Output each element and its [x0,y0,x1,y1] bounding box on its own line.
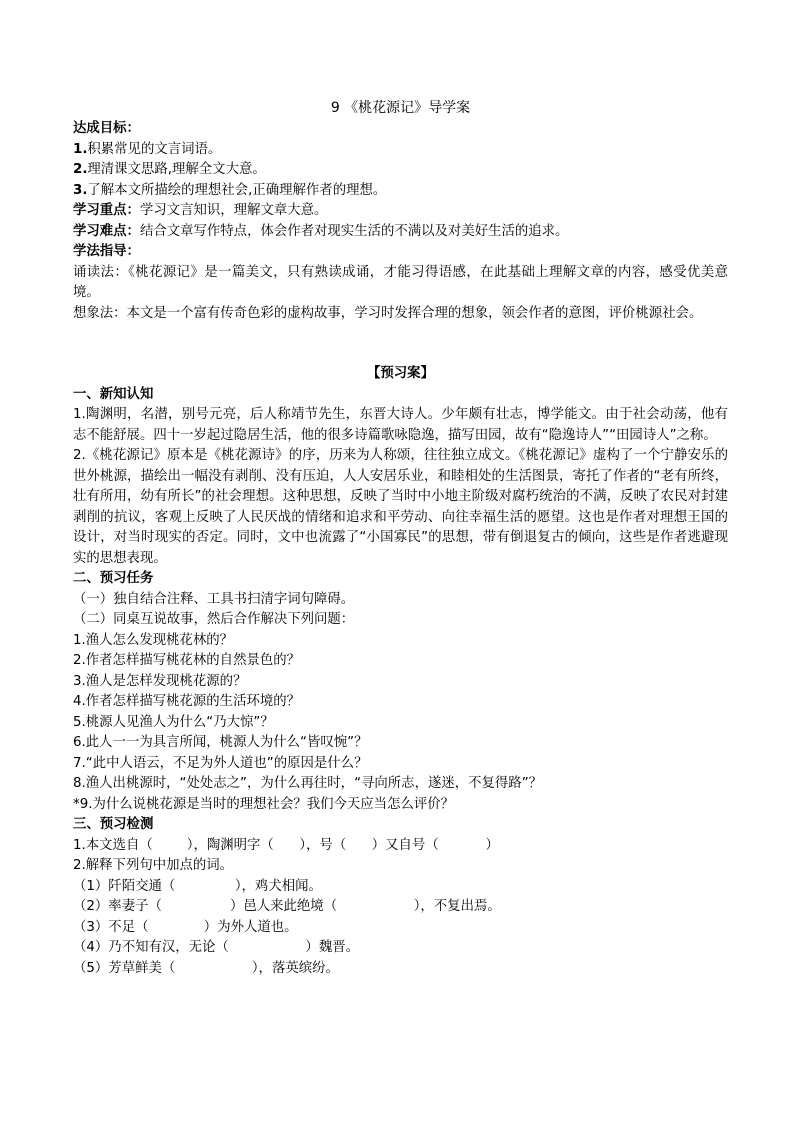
goals-label: 达成目标： [73,121,140,136]
question-item: 7.“此中人语云，不足为外人道也”的原因是什么？ [73,755,368,771]
task-2: （二）同桌互说故事，然后合作解决下列问题： [73,612,355,627]
difficulty-text: 结合文章写作特点，体会作者对现实生活的不满以及对美好生活的追求。 [139,223,569,239]
task-1: （一）独自结合注释、工具书扫清字词句障碍。 [73,591,355,607]
difficulty-label: 学习难点： [73,223,140,239]
goal-text: 了解本文所描绘的理想社会,正确理解作者的理想。 [87,182,387,198]
method-reading: 诵读法：《桃花源记》是一篇美文，只有熟读成诵，才能习得语感，在此基础上理解文章的内容，感受优美意境。 [73,264,728,300]
question-item: 1.渔人怎么发现桃花林的？ [73,632,234,648]
goal-num: 2. [73,162,88,177]
goal-item-3 [73,181,728,202]
page-title: 9 《桃花源记》导学案 [330,100,471,116]
question-item: 2.作者怎样描写桃花林的自然景色的？ [73,653,301,668]
difficulty-line [73,222,728,243]
goal-num: 1. [73,141,88,157]
focus-label: 学习重点： [73,203,140,218]
part2-label: 二、预习任务 [73,571,154,586]
check-question-2: 2.解释下列句中加点的词。 [73,858,234,873]
method-label: 学法指导： [73,244,140,259]
check-question-1: 1.本文选自（ ），陶渊明字（ ），号（ ）又自号（ ） [73,837,499,853]
question-item: 8.渔人出桃源时，“处处志之”，为什么再往时，“寻向所志，遂迷，不复得路”？ [73,776,543,791]
focus-line [73,201,728,222]
goal-item-2 [73,160,728,181]
document-content [73,97,728,979]
check-item: （3）不足（ ）为外人道也。 [73,919,298,935]
question-item: 3.渔人是怎样发现桃花源的？ [73,673,247,689]
part1-paragraph-2: 2.《桃花源记》原本是《桃花源诗》的序，历来为人称颂，往往独立成文。《桃花源记》虚构了一个宁静安乐的世外桃源，描绘出一幅没有剥削、没有压迫，人人安居乐业，和睦相处的生活图景，寄托了作者的“老有所终，壮有所用，幼有所长”的社会理想。这种思想，反映了当时中小地主阶级对腐朽统治的不满，反映了农民对封建剥削的抗议，客观上反映了人民厌战的情绪和追求和平劳动、向往幸福生活的愿望。这也是作者对理想王国的设计，对当时现实的否定。同时，文中也流露了“小国寡民”的思想，带有倒退复古的倾向，这些是作者逃避现实的思想表现。 [73,448,728,566]
part1-label: 一、新知认知 [73,386,154,402]
check-item: （2）率妻子（ ）邑人来此绝境（ ），不复出焉。 [73,899,501,914]
goal-num: 3. [73,182,88,198]
question-item: *9.为什么说桃花源是当时的理想社会？我们今天应当怎么评价？ [73,796,455,812]
focus-text: 学习文言知识，理解文章大意。 [139,203,328,218]
goal-text: 理清课文思路,理解全文大意。 [87,162,266,177]
goal-item-1 [73,140,728,161]
check-item: （1）阡陌交通（ ），鸡犬相闻。 [73,878,322,894]
method-imagine: 想象法：本文是一个富有传奇色彩的虚构故事，学习时发挥合理的想象，领会作者的意图，评价桃源社会。 [73,305,703,321]
check-item: （5）芳草鲜美（ ），落英缤纷。 [73,960,339,976]
preview-heading: 【预习案】 [367,366,434,381]
part1-paragraph-1: 1.陶渊明，名潜，别号元亮，后人称靖节先生，东晋大诗人。少年颇有壮志，博学能文。由于社会动荡，他有志不能舒展。四十一岁起过隐居生活，他的很多诗篇歌咏隐逸，描写田园，故有“隐逸诗人”“田园诗人”之称。 [73,407,728,443]
goal-text: 积累常见的文言词语。 [87,141,222,157]
question-item: 4.作者怎样描写桃花源的生活环境的？ [73,694,301,709]
question-item: 6.此人一一为具言所闻，桃源人为什么“皆叹惋”？ [73,735,368,750]
check-item: （4）乃不知有汉，无论（ ）魏晋。 [73,940,359,955]
part3-label: 三、预习检测 [73,817,154,832]
question-item: 5.桃源人见渔人为什么“乃大惊”？ [73,714,274,730]
